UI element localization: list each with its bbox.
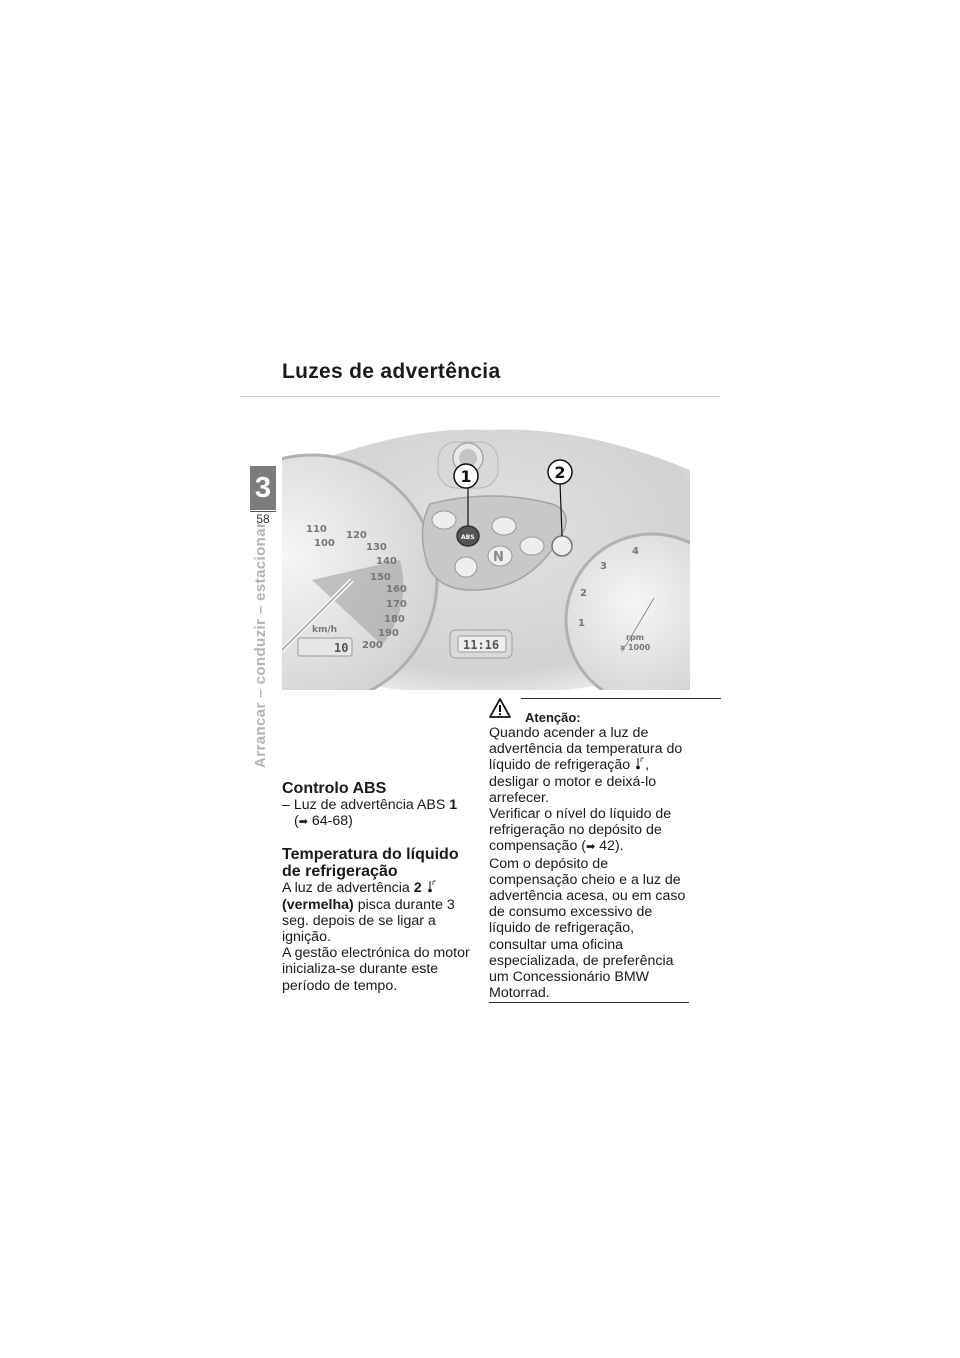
chapter-side-label: Arrancar – conduzir – estacionar <box>252 521 269 768</box>
tacho-tick: 4 <box>632 546 639 557</box>
coolant-section-heading: Temperatura do líquido de refrigeração <box>282 846 459 881</box>
callout-ref-2: 2 <box>413 880 422 897</box>
speedo-tick: 170 <box>386 599 407 610</box>
tacho-unit-multiplier: x 1000 <box>620 643 651 652</box>
left-column <box>282 780 478 994</box>
svg-text:11:16: 11:16 <box>463 638 500 652</box>
speedo-tick: 100 <box>314 538 335 549</box>
tacho-tick: 1 <box>578 618 585 629</box>
warning-title: Atenção: <box>525 710 581 725</box>
speedo-unit: km/h <box>312 625 338 635</box>
abs-page-reference[interactable]: (➡ 64-68) <box>294 813 353 830</box>
speedo-tick: 160 <box>386 584 407 595</box>
svg-text:2: 2 <box>554 463 566 482</box>
warning-body: Quando acender a luz de advertência da temperatura do líquido de refrigeração , desligar o motor e deixá-lo arrefecer. Verificar o nível do líquido de refrigeração no depósito de compensação (➡ 42). Com o depósito de compensação cheio e a luz de advertência acesa, ou em caso de consumo excessivo de líquido de refrigeração, consultar uma oficina especializada, de preferência um Concessionário BMW Motorrad. <box>489 725 691 1001</box>
svg-text:1: 1 <box>460 467 472 486</box>
neutral-light-label: N <box>493 550 504 565</box>
odometer-display: 10 <box>334 641 349 655</box>
page-number: 58 <box>256 512 270 526</box>
warning-workshop-note: Com o depósito de compensação cheio e a luz de advertência acesa, ou em caso de consumo excessivo de líquido de refrigeração, consultar uma oficina especializada, de preferência um Concessionário BMW Motorrad. <box>489 855 686 1002</box>
warning-check-level: Verificar o nível do líquido de refrigeração no depósito de compensação (➡ 42). <box>489 806 672 855</box>
coolant-temp-light <box>552 536 572 556</box>
speedo-tick: 110 <box>306 524 327 535</box>
tacho-tick: 2 <box>580 588 587 599</box>
warning-box <box>489 698 691 1003</box>
fuel-reserve-light <box>455 557 477 577</box>
oil-pressure-light <box>520 537 544 555</box>
speedo-tick: 120 <box>346 530 367 541</box>
tacho-unit: rpm <box>626 633 645 642</box>
speedo-tick: 130 <box>366 542 387 553</box>
warning-bottom-rule <box>489 1002 689 1003</box>
red-color-note: (vermelha) <box>282 896 354 913</box>
coolant-paragraph-2: A gestão electrónica do motor inicializa-se durante este período de tempo. <box>282 945 470 994</box>
title-divider <box>240 396 720 397</box>
warning-triangle-icon <box>489 698 511 718</box>
thermometer-icon <box>427 880 436 893</box>
abs-light-label: ABS <box>461 534 475 541</box>
tacho-tick: 3 <box>600 561 607 572</box>
digital-clock <box>450 630 512 658</box>
abs-section-heading: Controlo ABS <box>282 780 387 797</box>
page-ref-arrow-icon: ➡ <box>298 816 308 829</box>
page-ref-arrow-icon[interactable]: ➡ <box>586 841 596 854</box>
abs-bullet: – Luz de advertência ABS 1 <box>282 797 458 813</box>
speedo-tick: 190 <box>378 628 399 639</box>
page-title: Luzes de advertência <box>282 360 501 383</box>
instrument-cluster-illustration <box>282 420 690 690</box>
speedo-tick: 150 <box>370 572 391 583</box>
speedo-tick: 200 <box>362 640 383 651</box>
callout-ref-1: 1 <box>449 797 458 813</box>
turn-signal-light <box>432 511 456 529</box>
warning-top-rule <box>521 698 721 699</box>
speedo-tick: 180 <box>384 614 405 625</box>
speedo-tick: 140 <box>376 556 397 567</box>
high-beam-light <box>492 517 516 535</box>
chapter-number: 3 <box>254 472 272 504</box>
coolant-paragraph-1: A luz de advertência 2 (vermelha) pisca durante 3 seg. depois de se ligar a ignição. <box>282 880 455 946</box>
thermometer-icon <box>635 757 644 770</box>
